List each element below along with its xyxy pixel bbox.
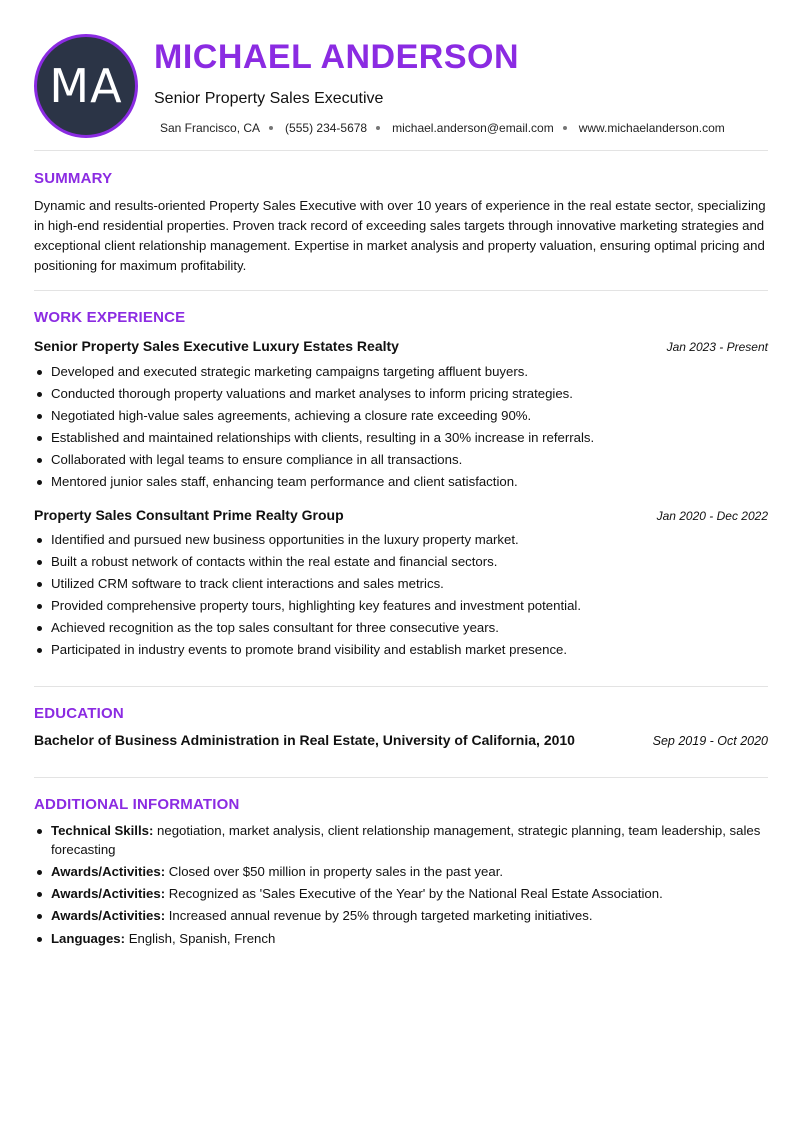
education-entry: [34, 732, 768, 752]
section-divider: [34, 290, 768, 291]
info-value: English, Spanish, French: [128, 931, 276, 946]
section-divider: [34, 777, 768, 778]
info-value: Increased annual revenue by 25% through targeted marketing initiatives.: [168, 908, 593, 923]
avatar: MA: [34, 34, 138, 138]
info-value: Recognized as 'Sales Executive of the Year' by the National Real Estate Association.: [168, 886, 663, 901]
job-title: Senior Property Sales Executive Luxury Estates Realty: [34, 338, 399, 354]
list-item: Participated in industry events to promote brand visibility and establish market presence.: [34, 640, 768, 662]
contact-website[interactable]: www.michaelanderson.com: [578, 121, 725, 135]
list-item: [34, 906, 768, 925]
section-divider: [34, 150, 768, 151]
info-value: Closed over $50 million in property sales in the past year.: [168, 864, 504, 879]
job-header: [34, 507, 768, 527]
info-label: Awards/Activities:: [51, 908, 166, 923]
list-item: Developed and executed strategic marketing campaigns targeting affluent buyers.: [34, 362, 768, 384]
list-item: [34, 929, 768, 948]
list-item: Negotiated high-value sales agreements, achieving a closure rate exceeding 90%.: [34, 406, 768, 428]
info-label: Awards/Activities:: [51, 886, 166, 901]
separator-dot-icon: [269, 126, 273, 130]
education-heading: EDUCATION: [34, 705, 124, 722]
list-item: Collaborated with legal teams to ensure compliance in all transactions.: [34, 450, 768, 472]
job-title: Property Sales Consultant Prime Realty Group: [34, 507, 344, 523]
work-experience-heading: WORK EXPERIENCE: [34, 309, 186, 326]
list-item: [34, 862, 768, 881]
summary-text: Dynamic and results-oriented Property Sales Executive with over 10 years of experience in the real estate sector, specializing in high-end residential properties. Proven track record of exceeding sales targets through innovative marketing strategies and exceptional client relationship management. Expertise in market analysis and property valuation, ensuring optimal pricing and positioning for maximum profitability.: [34, 198, 766, 273]
contact-email[interactable]: michael.anderson@email.com: [392, 121, 554, 135]
contact-location: San Francisco, CA: [160, 121, 261, 135]
education-date: Sep 2019 - Oct 2020: [652, 734, 768, 748]
job-header: [34, 338, 768, 358]
info-label: Languages:: [51, 931, 126, 946]
info-label: Technical Skills:: [51, 823, 154, 838]
candidate-name: MICHAEL ANDERSON: [154, 38, 520, 76]
separator-dot-icon: [563, 126, 567, 130]
info-label: Awards/Activities:: [51, 864, 166, 879]
contact-line: [160, 121, 725, 135]
summary-heading: SUMMARY: [34, 170, 113, 187]
job-date: Jan 2020 - Dec 2022: [656, 509, 768, 523]
list-item: [34, 821, 768, 859]
resume-header: [34, 34, 768, 138]
section-divider: [34, 686, 768, 687]
candidate-role: Senior Property Sales Executive: [154, 90, 384, 107]
list-item: Provided comprehensive property tours, highlighting key features and investment potential.: [34, 596, 768, 618]
list-item: [34, 884, 768, 903]
list-item: Achieved recognition as the top sales consultant for three consecutive years.: [34, 618, 768, 640]
list-item: Conducted thorough property valuations and market analyses to inform pricing strategies.: [34, 384, 768, 406]
job-bullet-list: [34, 362, 768, 494]
list-item: Mentored junior sales staff, enhancing team performance and client satisfaction.: [34, 472, 768, 494]
info-value: negotiation, market analysis, client relationship management, strategic planning, team leadership, sales forecasting: [51, 823, 761, 857]
separator-dot-icon: [376, 126, 380, 130]
list-item: Established and maintained relationships with clients, resulting in a 30% increase in referrals.: [34, 428, 768, 450]
additional-information-heading: ADDITIONAL INFORMATION: [34, 796, 240, 813]
list-item: Built a robust network of contacts within the real estate and financial sectors.: [34, 552, 768, 574]
list-item: Utilized CRM software to track client interactions and sales metrics.: [34, 574, 768, 596]
contact-phone: (555) 234-5678: [285, 121, 368, 135]
additional-info-list: [34, 821, 768, 951]
list-item: Identified and pursued new business opportunities in the luxury property market.: [34, 530, 768, 552]
job-bullet-list: [34, 530, 768, 662]
degree-title: Bachelor of Business Administration in Real Estate, University of California, 2010: [34, 732, 575, 748]
job-date: Jan 2023 - Present: [666, 340, 768, 354]
